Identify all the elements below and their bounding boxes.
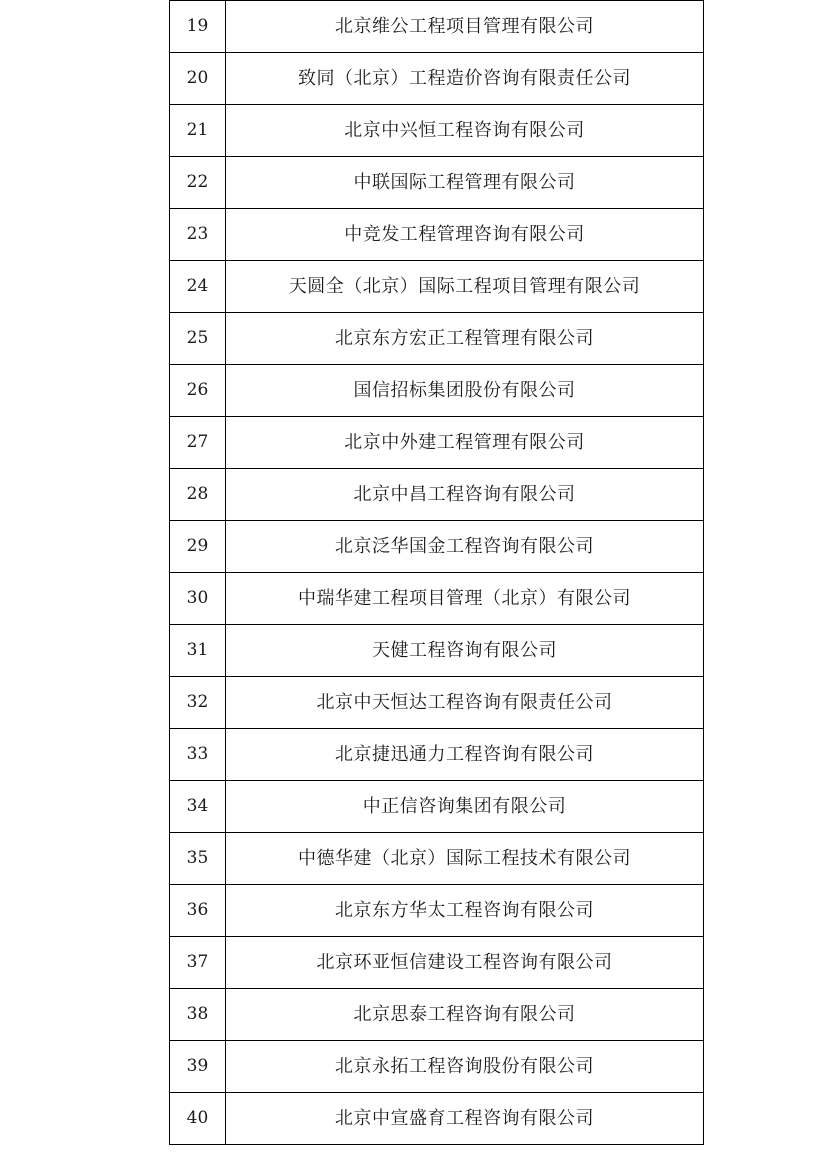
company-name-cell: 中竞发工程管理咨询有限公司 (226, 209, 704, 261)
table-row (170, 365, 704, 417)
row-number-cell: 21 (170, 105, 226, 157)
company-name-cell: 北京永拓工程咨询股份有限公司 (226, 1041, 704, 1093)
row-number-cell: 34 (170, 781, 226, 833)
company-name-cell: 北京维公工程项目管理有限公司 (226, 1, 704, 53)
company-name-cell: 北京思泰工程咨询有限公司 (226, 989, 704, 1041)
table-row (170, 261, 704, 313)
row-number-cell: 39 (170, 1041, 226, 1093)
row-number-cell: 25 (170, 313, 226, 365)
table-row (170, 1093, 704, 1145)
row-number-cell: 32 (170, 677, 226, 729)
row-number-cell: 24 (170, 261, 226, 313)
table-row (170, 885, 704, 937)
company-name-cell: 天健工程咨询有限公司 (226, 625, 704, 677)
company-name-cell: 北京环亚恒信建设工程咨询有限公司 (226, 937, 704, 989)
table-row (170, 157, 704, 209)
row-number-cell: 40 (170, 1093, 226, 1145)
company-name-cell: 国信招标集团股份有限公司 (226, 365, 704, 417)
company-name-cell: 北京中天恒达工程咨询有限责任公司 (226, 677, 704, 729)
table-row (170, 105, 704, 157)
company-name-cell: 北京中外建工程管理有限公司 (226, 417, 704, 469)
row-number-cell: 31 (170, 625, 226, 677)
table-row (170, 989, 704, 1041)
company-name-cell: 北京中兴恒工程咨询有限公司 (226, 105, 704, 157)
row-number-cell: 30 (170, 573, 226, 625)
company-name-cell: 中瑞华建工程项目管理（北京）有限公司 (226, 573, 704, 625)
table-row (170, 417, 704, 469)
row-number-cell: 36 (170, 885, 226, 937)
table-row (170, 313, 704, 365)
row-number-cell: 27 (170, 417, 226, 469)
table-row (170, 833, 704, 885)
company-name-cell: 中正信咨询集团有限公司 (226, 781, 704, 833)
company-name-cell: 中德华建（北京）国际工程技术有限公司 (226, 833, 704, 885)
company-name-cell: 天圆全（北京）国际工程项目管理有限公司 (226, 261, 704, 313)
row-number-cell: 29 (170, 521, 226, 573)
company-name-cell: 中联国际工程管理有限公司 (226, 157, 704, 209)
table-row (170, 53, 704, 105)
table-row (170, 937, 704, 989)
company-name-cell: 北京东方宏正工程管理有限公司 (226, 313, 704, 365)
company-list-table (169, 0, 704, 1145)
row-number-cell: 19 (170, 1, 226, 53)
company-name-cell: 北京中昌工程咨询有限公司 (226, 469, 704, 521)
table-row (170, 209, 704, 261)
row-number-cell: 38 (170, 989, 226, 1041)
row-number-cell: 35 (170, 833, 226, 885)
company-name-cell: 北京泛华国金工程咨询有限公司 (226, 521, 704, 573)
table-row (170, 469, 704, 521)
table-row (170, 781, 704, 833)
company-name-cell: 致同（北京）工程造价咨询有限责任公司 (226, 53, 704, 105)
row-number-cell: 22 (170, 157, 226, 209)
table-row (170, 573, 704, 625)
table-row (170, 625, 704, 677)
company-name-cell: 北京捷迅通力工程咨询有限公司 (226, 729, 704, 781)
row-number-cell: 20 (170, 53, 226, 105)
table-row (170, 729, 704, 781)
row-number-cell: 23 (170, 209, 226, 261)
row-number-cell: 26 (170, 365, 226, 417)
row-number-cell: 28 (170, 469, 226, 521)
table-row (170, 1, 704, 53)
company-list-body (170, 1, 704, 1145)
row-number-cell: 33 (170, 729, 226, 781)
company-name-cell: 北京中宣盛育工程咨询有限公司 (226, 1093, 704, 1145)
table-row (170, 677, 704, 729)
company-name-cell: 北京东方华太工程咨询有限公司 (226, 885, 704, 937)
table-row (170, 521, 704, 573)
row-number-cell: 37 (170, 937, 226, 989)
table-row (170, 1041, 704, 1093)
